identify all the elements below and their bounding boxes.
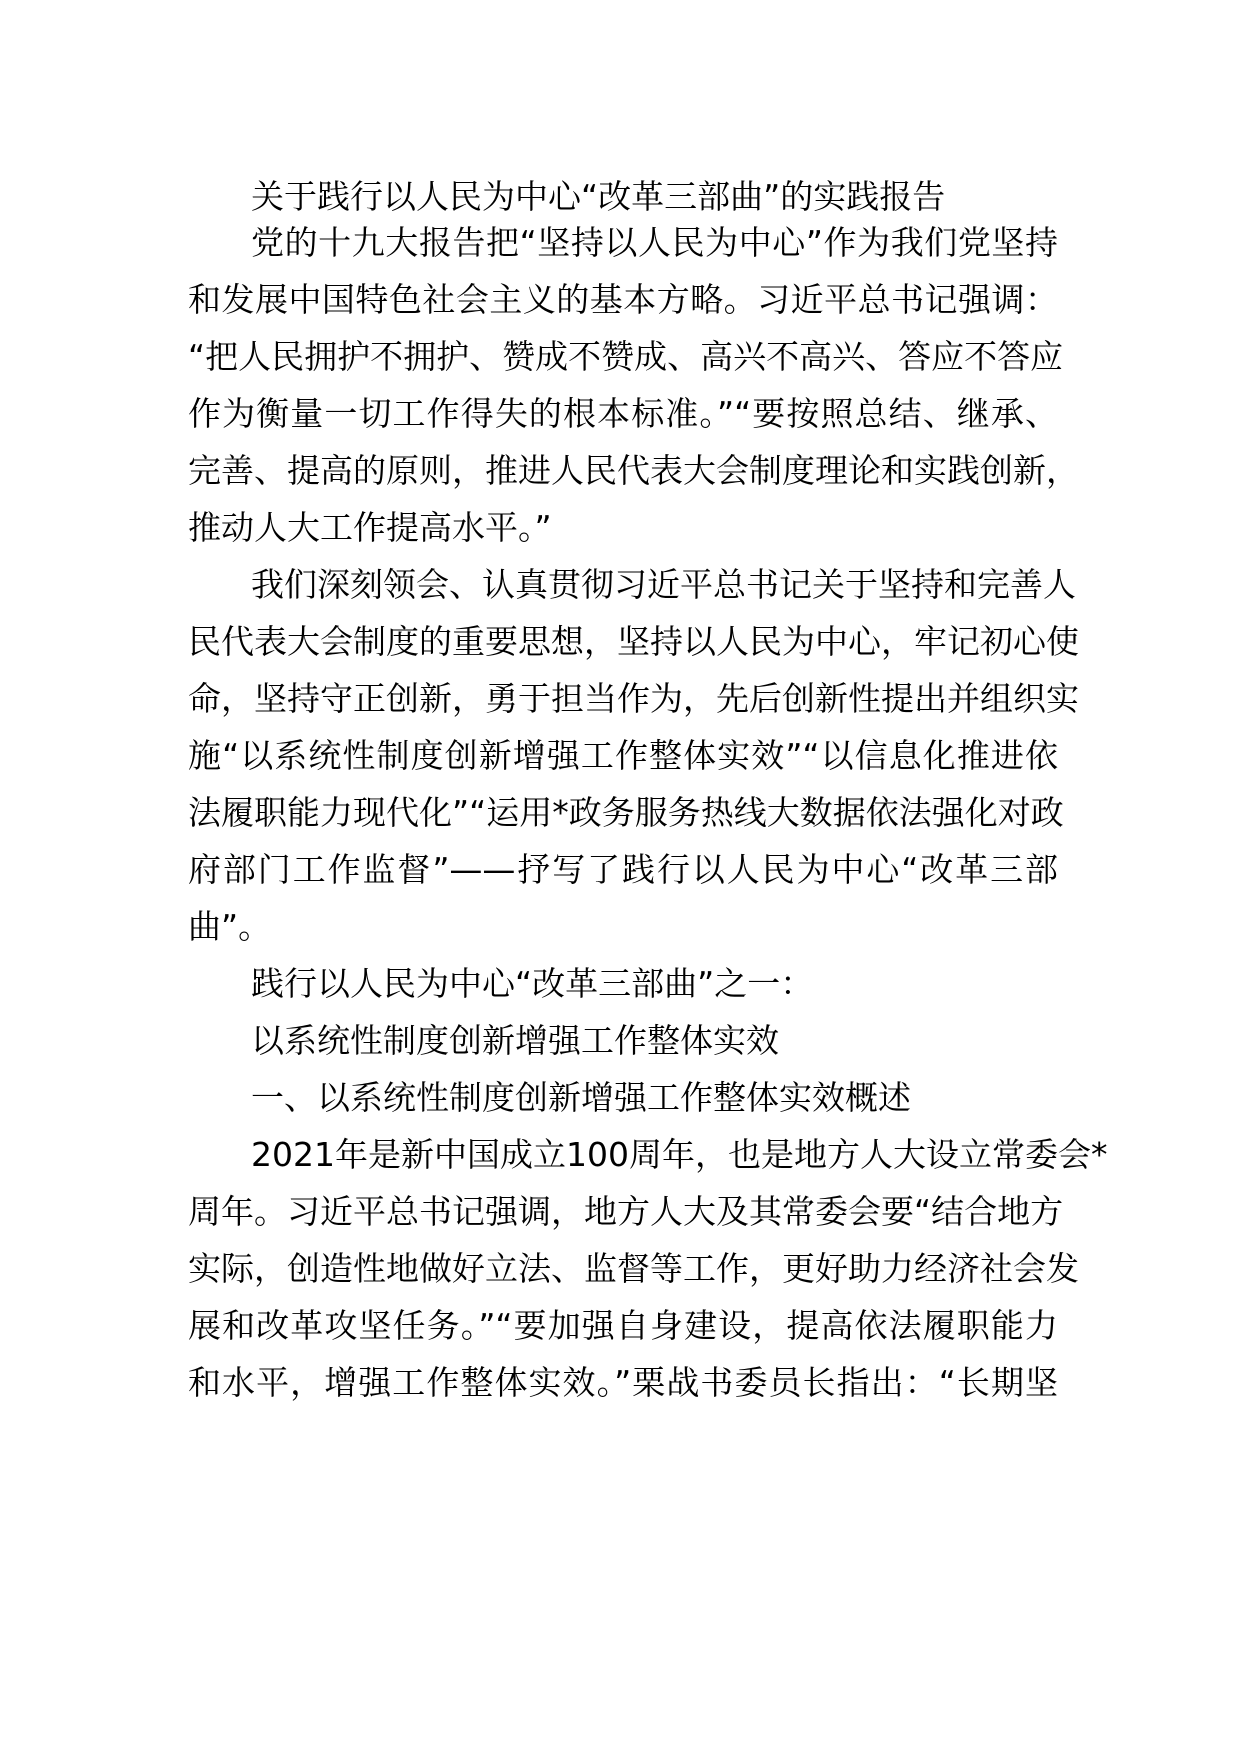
paragraph-2-line-5: 法履职能力现代化”“运用*政务服务热线大数据依法强化对政 (188, 793, 1064, 832)
paragraph-2-line-3: 命，坚持守正创新，勇于担当作为，先后创新性提出并组织实 (188, 679, 1079, 718)
paragraph-1-line-2: 和发展中国特色社会主义的基本方略。习近平总书记强调： (188, 280, 1058, 319)
paragraph-2-line-4: 施“以系统性制度创新增强工作整体实效”“以信息化推进依 (188, 736, 1058, 775)
section-heading-part-one: 践行以人民为中心“改革三部曲”之一： (251, 964, 814, 1003)
paragraph-1-line-4: 作为衡量一切工作得失的根本标准。”“要按照总结、继承、 (188, 394, 1058, 433)
paragraph-2-line-1: 我们深刻领会、认真贯彻习近平总书记关于坚持和完善人 (251, 565, 1076, 604)
paragraph-3-line-5: 和水平，增强工作整体实效。”栗战书委员长指出：“长期坚 (188, 1363, 1058, 1402)
section-heading-subtitle: 以系统性制度创新增强工作整体实效 (251, 1021, 779, 1060)
section-heading-overview: 一、以系统性制度创新增强工作整体实效概述 (251, 1078, 911, 1117)
paragraph-2-line-7: 曲”。 (188, 907, 272, 946)
paragraph-1-line-6: 推动人大工作提高水平。” (188, 508, 552, 547)
paragraph-2-line-2: 民代表大会制度的重要思想，坚持以人民为中心，牢记初心使 (188, 622, 1079, 661)
paragraph-2-line-6: 府部门工作监督”——抒写了践行以人民为中心“改革三部 (188, 850, 1058, 889)
paragraph-1-line-3: “把人民拥护不拥护、赞成不赞成、高兴不高兴、答应不答应 (188, 337, 1064, 376)
paragraph-1-line-5: 完善、提高的原则，推进人民代表大会制度理论和实践创新， (188, 451, 1079, 490)
paragraph-3-line-2: 周年。习近平总书记强调，地方人大及其常委会要“结合地方 (188, 1192, 1064, 1231)
paragraph-3-line-4: 展和改革攻坚任务。”“要加强自身建设，提高依法履职能力 (188, 1306, 1058, 1345)
paragraph-3-line-3: 实际，创造性地做好立法、监督等工作，更好助力经济社会发 (188, 1249, 1079, 1288)
document-title: 关于践行以人民为中心“改革三部曲”的实践报告 (251, 177, 946, 216)
paragraph-3-line-1: 2021年是新中国成立100周年，也是地方人大设立常委会* (251, 1135, 1108, 1174)
paragraph-1-line-1: 党的十九大报告把“坚持以人民为中心”作为我们党坚持 (251, 223, 1058, 262)
